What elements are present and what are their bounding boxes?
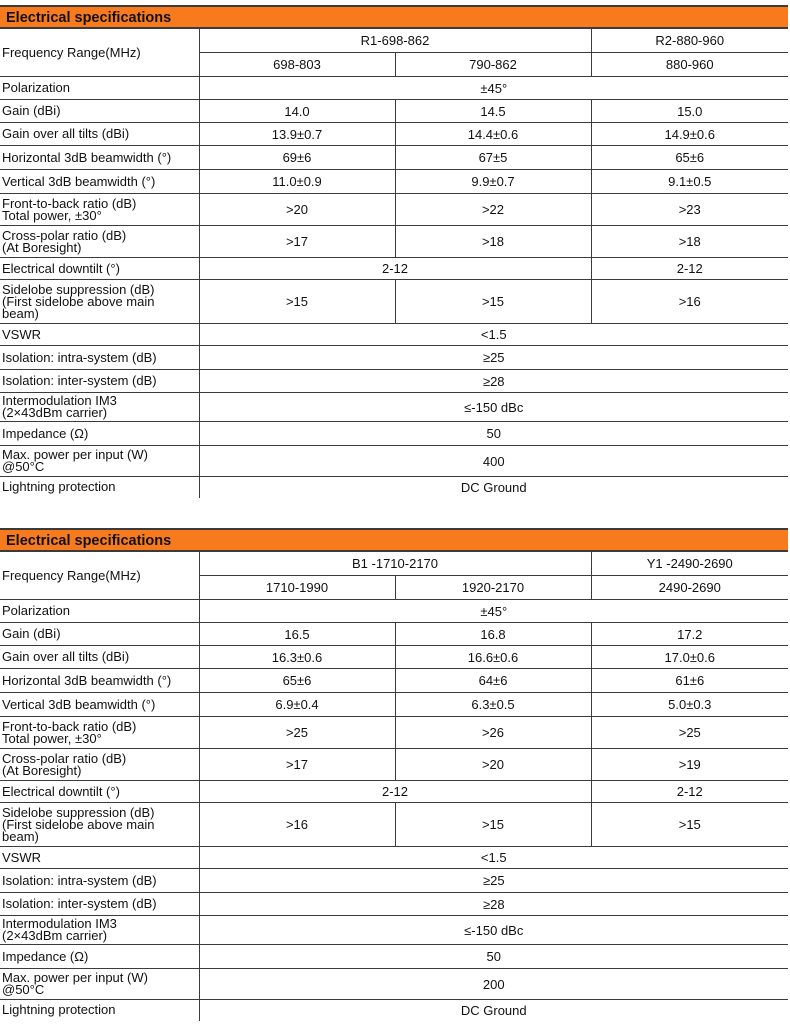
table-cell: ≥28 [199, 370, 788, 393]
row-label-line: Front-to-back ratio (dB) [2, 195, 137, 211]
row-label [0, 194, 199, 226]
row-label-line: (2×43dBm carrier) [2, 928, 108, 943]
row-label-line: @50°C [2, 459, 45, 474]
section-title: Electrical specifications [0, 528, 788, 551]
table-cell: >15 [395, 280, 591, 324]
row-label-line: Max. power per input (W) [2, 447, 148, 462]
table-row [0, 477, 788, 498]
row-label-line: Max. power per input (W) [2, 970, 148, 985]
table-row [0, 393, 788, 422]
row-label: Vertical 3dB beamwidth (°) [0, 693, 199, 717]
row-label-line: (At Boresight) [2, 239, 82, 255]
table-cell: 14.0 [199, 100, 395, 123]
row-label: Frequency Range(MHz) [0, 29, 199, 77]
table-row [0, 422, 788, 446]
row-label-line: Front-to-back ratio (dB) [2, 718, 137, 734]
table-cell: <1.5 [199, 324, 788, 346]
row-label: Gain (dBi) [0, 100, 199, 123]
row-label-line: Total power, ±30° [2, 730, 102, 746]
table-row [0, 945, 788, 969]
table-row [0, 258, 788, 280]
table-row [0, 29, 788, 53]
table-cell: 13.9±0.7 [199, 123, 395, 146]
table-cell: 16.8 [395, 623, 591, 646]
table-row [0, 693, 788, 717]
table-row [0, 446, 788, 477]
table-cell: 16.6±0.6 [395, 646, 591, 669]
row-label-line: beam) [2, 828, 39, 844]
band-group-header: Y1 -2490-2690 [591, 552, 788, 576]
band-header: 2490-2690 [591, 576, 788, 600]
row-label-line: Cross-polar ratio (dB) [2, 750, 127, 766]
table-cell: ±45° [199, 600, 788, 623]
table-cell: >25 [591, 717, 788, 749]
table-cell: 67±5 [395, 146, 591, 170]
row-label: Isolation: inter-system (dB) [0, 893, 199, 916]
row-label-line: Intermodulation IM3 [2, 393, 117, 408]
table-row [0, 226, 788, 258]
row-label [0, 916, 199, 945]
row-label: Electrical downtilt (°) [0, 258, 199, 280]
row-label-line: @50°C [2, 982, 45, 997]
table-cell: ≥25 [199, 346, 788, 370]
row-label: Isolation: inter-system (dB) [0, 370, 199, 393]
band-group-header: R2-880-960 [591, 29, 788, 53]
table-cell: >17 [199, 749, 395, 781]
table-row [0, 646, 788, 669]
table-row [0, 717, 788, 749]
table-cell: 16.3±0.6 [199, 646, 395, 669]
table-row [0, 146, 788, 170]
table-cell: 64±6 [395, 669, 591, 693]
table-cell: 2-12 [199, 781, 591, 803]
table-row [0, 969, 788, 1000]
band-header: 1920-2170 [395, 576, 591, 600]
table-cell: >15 [395, 803, 591, 847]
row-label: Gain over all tilts (dBi) [0, 123, 199, 146]
table-row [0, 1000, 788, 1021]
table-cell: 2-12 [591, 781, 788, 803]
band-header: 1710-1990 [199, 576, 395, 600]
table-row [0, 669, 788, 693]
table-cell: 14.4±0.6 [395, 123, 591, 146]
row-label: Polarization [0, 600, 199, 623]
table-cell: 6.3±0.5 [395, 693, 591, 717]
table-row [0, 77, 788, 100]
table-cell: ≤-150 dBc [199, 393, 788, 422]
spec-section [0, 5, 788, 498]
row-label [0, 280, 199, 324]
table-cell: 16.5 [199, 623, 395, 646]
row-label [0, 226, 199, 258]
table-cell: >16 [591, 280, 788, 324]
row-label-line: Sidelobe suppression (dB) [2, 281, 155, 297]
row-label-line: (First sidelobe above main [2, 293, 155, 309]
table-cell: 17.0±0.6 [591, 646, 788, 669]
table-cell: >26 [395, 717, 591, 749]
row-label: Lightning protection [0, 1000, 199, 1021]
table-cell: DC Ground [199, 1000, 788, 1021]
row-label: Vertical 3dB beamwidth (°) [0, 170, 199, 194]
row-label: Impedance (Ω) [0, 422, 199, 446]
table-cell: >20 [395, 749, 591, 781]
table-cell: 17.2 [591, 623, 788, 646]
table-row [0, 324, 788, 346]
table-cell: 14.5 [395, 100, 591, 123]
table-row [0, 623, 788, 646]
row-label-line: (At Boresight) [2, 762, 82, 778]
table-cell: 9.9±0.7 [395, 170, 591, 194]
table-row [0, 370, 788, 393]
row-label [0, 717, 199, 749]
table-row [0, 100, 788, 123]
table-row [0, 869, 788, 893]
table-cell: ≥25 [199, 869, 788, 893]
table-cell: 14.9±0.6 [591, 123, 788, 146]
row-label-line: (2×43dBm carrier) [2, 405, 108, 420]
row-label: Impedance (Ω) [0, 945, 199, 969]
table-cell: 65±6 [591, 146, 788, 170]
table-cell: ≥28 [199, 893, 788, 916]
row-label: Isolation: intra-system (dB) [0, 869, 199, 893]
row-label-line: Total power, ±30° [2, 207, 102, 223]
table-row [0, 123, 788, 146]
table-cell: 11.0±0.9 [199, 170, 395, 194]
band-header: 790-862 [395, 53, 591, 77]
table-row [0, 346, 788, 370]
table-cell: 5.0±0.3 [591, 693, 788, 717]
row-label: Electrical downtilt (°) [0, 781, 199, 803]
row-label-line: (First sidelobe above main [2, 816, 155, 832]
row-label: VSWR [0, 324, 199, 346]
table-cell: 50 [199, 945, 788, 969]
row-label: Isolation: intra-system (dB) [0, 346, 199, 370]
row-label: Lightning protection [0, 477, 199, 498]
table-cell: >17 [199, 226, 395, 258]
band-header: 698-803 [199, 53, 395, 77]
spec-table [0, 28, 788, 498]
table-cell: 15.0 [591, 100, 788, 123]
table-row [0, 170, 788, 194]
row-label-line: Cross-polar ratio (dB) [2, 227, 127, 243]
table-cell: >22 [395, 194, 591, 226]
section-title: Electrical specifications [0, 5, 788, 28]
table-row [0, 749, 788, 781]
band-group-header: R1-698-862 [199, 29, 591, 53]
table-cell: 400 [199, 446, 788, 477]
row-label: Gain (dBi) [0, 623, 199, 646]
table-row [0, 803, 788, 847]
table-cell: >15 [199, 280, 395, 324]
band-group-header: B1 -1710-2170 [199, 552, 591, 576]
row-label: Frequency Range(MHz) [0, 552, 199, 600]
table-cell: 61±6 [591, 669, 788, 693]
row-label [0, 969, 199, 1000]
row-label-line: Intermodulation IM3 [2, 916, 117, 931]
band-header: 880-960 [591, 53, 788, 77]
table-row [0, 194, 788, 226]
table-row [0, 280, 788, 324]
table-cell: <1.5 [199, 847, 788, 869]
table-cell: DC Ground [199, 477, 788, 498]
row-label-line: beam) [2, 305, 39, 321]
row-label [0, 749, 199, 781]
table-cell: >23 [591, 194, 788, 226]
spec-table [0, 551, 788, 1021]
table-cell: 9.1±0.5 [591, 170, 788, 194]
row-label: Polarization [0, 77, 199, 100]
table-cell: >18 [395, 226, 591, 258]
table-cell: >25 [199, 717, 395, 749]
row-label: Horizontal 3dB beamwidth (°) [0, 146, 199, 170]
table-cell: >20 [199, 194, 395, 226]
spec-section [0, 528, 788, 1021]
table-cell: >19 [591, 749, 788, 781]
table-cell: 200 [199, 969, 788, 1000]
table-cell: 69±6 [199, 146, 395, 170]
table-cell: 2-12 [199, 258, 591, 280]
table-row [0, 847, 788, 869]
table-cell: 65±6 [199, 669, 395, 693]
row-label: Gain over all tilts (dBi) [0, 646, 199, 669]
row-label [0, 803, 199, 847]
table-cell: 50 [199, 422, 788, 446]
table-cell: 6.9±0.4 [199, 693, 395, 717]
row-label: Horizontal 3dB beamwidth (°) [0, 669, 199, 693]
table-cell: >16 [199, 803, 395, 847]
table-row [0, 600, 788, 623]
row-label [0, 446, 199, 477]
table-cell: >15 [591, 803, 788, 847]
table-row [0, 552, 788, 576]
row-label-line: Sidelobe suppression (dB) [2, 804, 155, 820]
row-label: VSWR [0, 847, 199, 869]
table-row [0, 893, 788, 916]
table-row [0, 916, 788, 945]
table-cell: >18 [591, 226, 788, 258]
row-label [0, 393, 199, 422]
table-cell: 2-12 [591, 258, 788, 280]
table-cell: ≤-150 dBc [199, 916, 788, 945]
table-row [0, 781, 788, 803]
table-cell: ±45° [199, 77, 788, 100]
